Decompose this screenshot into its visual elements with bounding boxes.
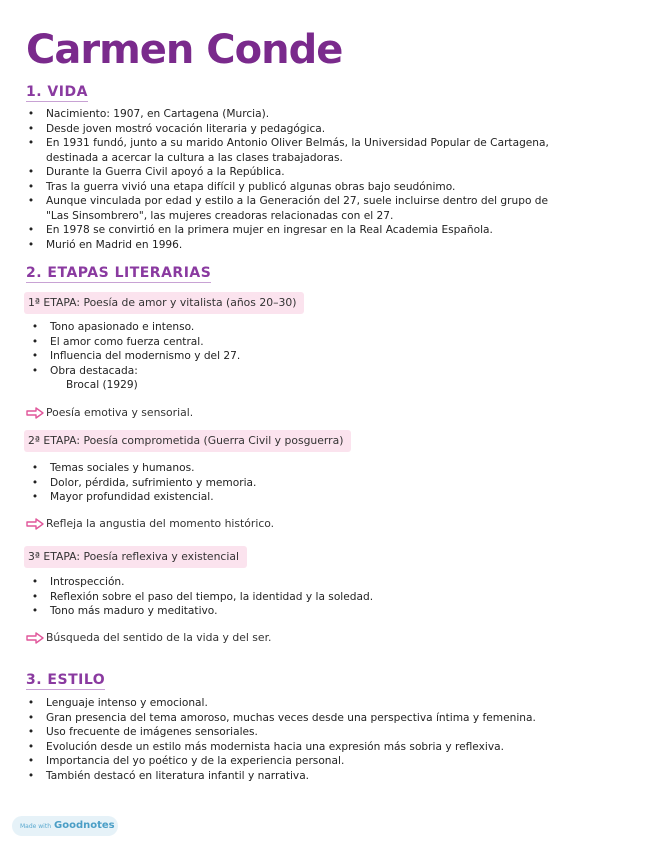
list-item — [26, 165, 549, 180]
item-text: En 1978 se convirtió en la primera mujer en ingresar en la Real Academia Española. — [46, 224, 493, 236]
etapa-2-conclusion — [26, 516, 274, 532]
bullet: • — [27, 137, 35, 149]
list-item — [30, 490, 256, 505]
bullet: • — [27, 108, 35, 120]
item-text: Evolución desde un estilo más modernista hacia una expresión más sobria y reflexiva. — [46, 740, 504, 753]
bullet: • — [31, 462, 39, 474]
right-arrow-icon — [26, 632, 44, 644]
etapa-1-label: 1ª ETAPA: Poesía de amor y vitalista (años 20–30) — [24, 292, 304, 314]
bullet: • — [31, 335, 39, 348]
item-text: Influencia del modernismo y del 27. — [50, 350, 241, 362]
heading-underline — [26, 689, 105, 690]
etapa-2-label: 2ª ETAPA: Poesía comprometida (Guerra Civil y posguerra) — [24, 430, 351, 452]
list-item — [26, 740, 536, 755]
item-text: En 1931 fundó, junto a su marido Antonio Oliver Belmás, la Universidad Popular de Cartagena, — [46, 137, 549, 149]
heading-text: 1. VIDA — [26, 84, 88, 100]
etapa-3-conclusion — [26, 630, 271, 646]
item-text: Mayor profundidad existencial. — [50, 491, 214, 503]
item-text: Tono más maduro y meditativo. — [50, 605, 218, 617]
list-item — [26, 180, 549, 195]
goodnotes-badge[interactable] — [12, 816, 118, 836]
item-text: También destacó en literatura infantil y narrativa. — [46, 769, 310, 782]
item-text: Tras la guerra vivió una etapa difícil y publicó algunas obras bajo seudónimo. — [46, 180, 456, 193]
item-text: Murió en Madrid en 1996. — [46, 238, 183, 251]
list-item — [26, 194, 549, 209]
item-text: Brocal (1929) — [66, 379, 138, 391]
item-text: Dolor, pérdida, sufrimiento y memoria. — [50, 476, 257, 489]
item-text: Uso frecuente de imágenes sensoriales. — [46, 726, 258, 738]
section-heading-etapas — [26, 265, 211, 283]
bullet: • — [31, 605, 39, 617]
bullet: • — [27, 238, 35, 251]
bullet: • — [27, 224, 35, 236]
right-arrow-icon — [26, 407, 44, 419]
bullet: • — [31, 576, 39, 588]
bullet: • — [31, 321, 39, 333]
conclusion-text: Poesía emotiva y sensorial. — [46, 406, 194, 419]
list-item — [30, 461, 256, 476]
heading-underline — [26, 282, 211, 283]
item-text: Importancia del yo poético y de la experiencia personal. — [46, 755, 345, 767]
list-subitem — [30, 378, 240, 393]
list-item — [30, 590, 373, 605]
list-item — [30, 604, 373, 619]
estilo-list — [26, 696, 536, 783]
bullet: • — [27, 726, 35, 738]
heading-text: 3. ESTILO — [26, 672, 106, 688]
item-text: Desde joven mostró vocación literaria y pedagógica. — [46, 122, 326, 135]
list-item — [30, 364, 240, 379]
list-item — [26, 696, 536, 711]
item-text: Lenguaje intenso y emocional. — [46, 697, 208, 709]
conclusion-text: Búsqueda del sentido de la vida y del ser. — [46, 631, 272, 644]
bullet: • — [27, 711, 35, 724]
bullet: • — [31, 476, 39, 489]
bullet: • — [27, 769, 35, 782]
etapa-2-list — [30, 461, 256, 505]
list-item — [30, 349, 240, 364]
list-item — [30, 575, 373, 590]
list-item — [26, 223, 549, 238]
bullet: • — [27, 166, 35, 178]
bullet: • — [27, 122, 35, 135]
bullet: • — [31, 350, 39, 362]
conclusion-text: Refleja la angustia del momento histórico. — [46, 517, 275, 530]
item-text: Aunque vinculada por edad y estilo a la Generación del 27, suele incluirse dentro del grupo de — [46, 195, 549, 207]
bullet: • — [27, 195, 35, 207]
item-text: Obra destacada: — [50, 364, 138, 377]
item-text: Nacimiento: 1907, en Cartagena (Murcia). — [46, 108, 270, 120]
vida-list — [26, 107, 549, 252]
bullet: • — [27, 740, 35, 753]
list-item — [30, 320, 240, 335]
list-item — [26, 122, 549, 137]
list-item — [26, 754, 536, 769]
etapa-3-label: 3ª ETAPA: Poesía reflexiva y existencial — [24, 546, 247, 568]
heading-underline — [26, 101, 88, 102]
bullet: • — [31, 590, 39, 603]
bullet: • — [31, 364, 39, 377]
item-text: Gran presencia del tema amoroso, muchas veces desde una perspectiva íntima y femenina. — [46, 711, 536, 724]
list-item — [26, 711, 536, 726]
bullet: • — [31, 491, 39, 503]
badge-small-text: Made with — [20, 823, 51, 830]
list-item — [26, 107, 549, 122]
badge-brand-text: Goodnotes — [54, 820, 115, 831]
list-item — [26, 769, 536, 784]
item-text: "Las Sinsombrero", las mujeres creadoras relacionadas con el 27. — [46, 209, 394, 222]
list-item-continuation — [26, 209, 549, 224]
item-text: Reflexión sobre el paso del tiempo, la identidad y la soledad. — [50, 590, 374, 603]
etapa-1-conclusion — [26, 405, 193, 421]
list-item — [30, 476, 256, 491]
bullet: • — [27, 697, 35, 709]
list-item — [26, 238, 549, 253]
item-text: destinada a acercar la cultura a las clases trabajadoras. — [46, 151, 343, 164]
right-arrow-icon — [26, 518, 44, 530]
page-title: Carmen Conde — [26, 27, 343, 73]
etapa-1-list — [30, 320, 240, 393]
list-item-continuation — [26, 151, 549, 166]
section-heading-estilo — [26, 672, 105, 690]
list-item — [26, 136, 549, 151]
item-text: Durante la Guerra Civil apoyó a la República. — [46, 166, 285, 178]
item-text: Tono apasionado e intenso. — [50, 321, 195, 333]
list-item — [26, 725, 536, 740]
item-text: Temas sociales y humanos. — [50, 462, 195, 474]
heading-text: 2. ETAPAS LITERARIAS — [26, 265, 212, 281]
bullet: • — [27, 755, 35, 767]
section-heading-vida — [26, 84, 88, 102]
list-item — [30, 335, 240, 350]
item-text: Introspección. — [50, 576, 125, 588]
bullet: • — [27, 180, 35, 193]
etapa-3-list — [30, 575, 373, 619]
item-text: El amor como fuerza central. — [50, 335, 204, 348]
